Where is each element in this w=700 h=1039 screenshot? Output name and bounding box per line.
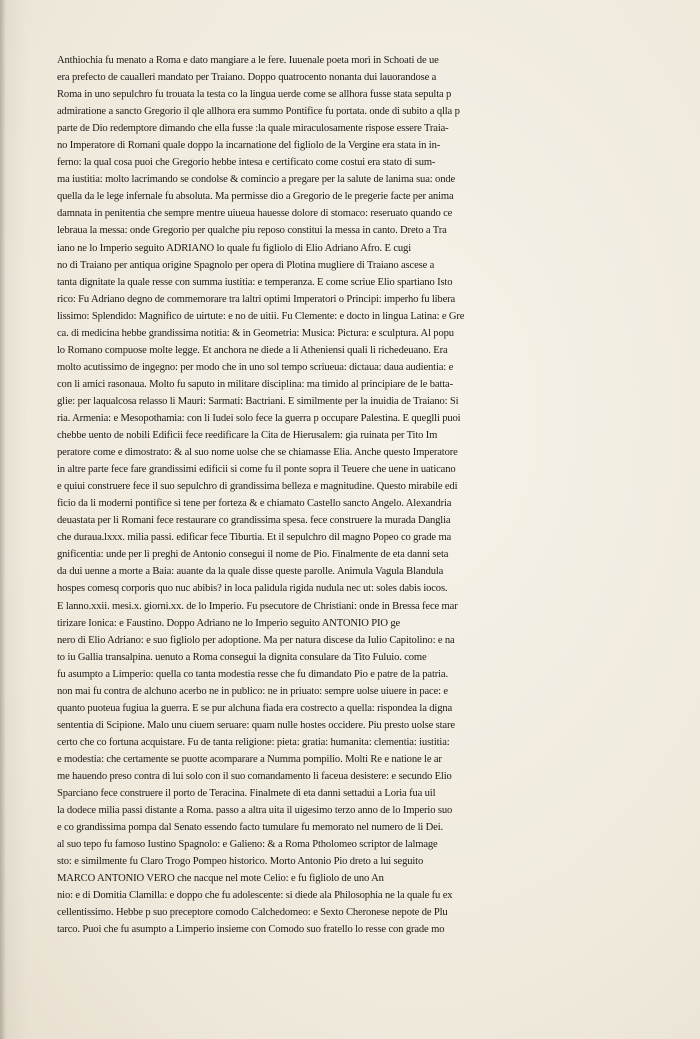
text-line: peratore come e dimostrato: & al suo nome uolse che se chiamasse Elia. Anche questo Imperatore — [57, 447, 458, 459]
text-line: Anthiochia fu menato a Roma e dato mangiare a le fere. Iuuenale poeta morì in Schoati de ue — [57, 55, 439, 66]
text-line: quanto puoteua fugiua la guerra. E se pur alchuna fiada era costrecto a quella: rispondea la digna — [57, 702, 453, 714]
text-line: certo che co fortuna acquistare. Fu de tanta religione: pieta: gratia: humanita: clementia: iustitia: — [57, 736, 450, 748]
text-line: la dodece milia passi distante a Roma. passo a altra uita il uigesimo terzo anno de lo Imperio suo — [57, 805, 453, 817]
text-line: era prefecto de caualleri mandato per Traiano. Doppo quatrocento nonanta dui lauorandose a — [57, 72, 437, 84]
text-line: ma iustitia: molto lacrimando se condolse & comincio a pregare per la salute de lanima sua: onde — [57, 174, 456, 186]
text-line: gnificentia: unde per li preghi de Antonio consegui il nome de Pio. Finalmente de eta danni seta — [57, 549, 449, 561]
text-line: Roma in uno sepulchro fu trouata la testa co la lingua uerde come se allhora fusse stata sepulta p — [57, 89, 452, 101]
page-gutter-shadow — [0, 0, 6, 1039]
text-line: e co grandissima pompa dal Senato essendo facto tumulare fu memorato nel numero de li Dei. — [57, 822, 444, 834]
text-line: da dui uenne a morte a Baia: auante da la quale disse queste parolle. Animula Vagula Blandula — [57, 566, 444, 578]
text-line: rico: Fu Adriano degno de commemorare tra laltri optimi Imperatori o Principi: imperho fu libera — [57, 293, 456, 305]
text-line: nero di Elio Adriano: e suo figliolo per adoptione. Ma per natura discese da Iulio Capitolino: e na — [57, 634, 455, 646]
text-line: chebbe uento de nobili Edificii fece reedificare la Cita de Hierusalem: gia ruinata per Tito Im — [57, 430, 438, 442]
page-text-block — [57, 52, 525, 938]
text-line: no di Traiano per antiqua origine Spagnolo per opera di Plotina mugliere di Traiano ascese a — [57, 259, 435, 271]
text-line: lo Romano compuose molte legge. Et anchora ne diede a li Atheniensi quali li richedeuano. Era — [57, 344, 448, 356]
text-line: deuastata per li Romani fece restaurare co grandissima spesa. fece construere la murada Danglia — [57, 515, 451, 527]
text-line: sententia di Scipione. Malo unu ciuem seruare: quam nulle hostes occidere. Piu presto uolse stare — [57, 719, 455, 731]
text-line: non mai fu contra de alchuno acerbo ne in publico: ne in priuato: sempre uolse uiuere in pace: e — [57, 685, 448, 697]
text-line: e quiui construere fece il suo sepulchro di grandissima belleza e magnitudine. Questo mirabile edi — [57, 481, 458, 493]
text-line: che duraua.lxxx. milia passi. edificar fece Tiburtia. Et il sepulchro dil magno Popeo co grade ma — [57, 532, 452, 544]
text-line: Sparciano fece construere il porto de Teracina. Finalmete di eta danni settadui a Loria fua uil — [57, 788, 436, 800]
text-line: tanta dignitate la quale resse con summa iustitia: e temperanza. E come scriue Elio spartiano Isto — [57, 276, 453, 288]
text-line: tarco. Puoi che fu asumpto a Limperio insieme con Comodo suo fratello lo resse con grade mo — [57, 924, 445, 936]
text-line: me hauendo preso contra di lui solo con il suo comandamento li faceua desistere: e secundo Elio — [57, 770, 452, 782]
text-line: hospes comesq corporis quo nuc abibis? in loca palidula rigida nudula nec ut: soles dabis iocos. — [57, 583, 448, 595]
text-line: cellentissimo. Hebbe p suo preceptore comodo Calchedomeo: e Sexto Cheronese nepote de Plu — [57, 907, 448, 919]
text-line: admiratione a sancto Gregorio il qle allhora era summo Pontifice fu portata. onde di subito a qlla p — [57, 106, 460, 118]
text-line: molto acutissimo de ingegno: per modo che in uno sol tempo scriueua: dictaua: daua audientia: e — [57, 361, 454, 373]
text-line: nio: e di Domitia Clamilla: e doppo che fu adolescente: si diede ala Philosophia ne la quale fu ex — [57, 890, 453, 902]
text-line: fu asumpto a Limperio: quella co tanta modestia resse che fu dimandato Pio e patre de la patria. — [57, 668, 448, 680]
text-line: ria. Armenia: e Mesopothamia: con li Iudei solo fece la guerra p occupare Palestina. E queglli puoi — [57, 412, 461, 424]
text-line: ferno: la qual cosa puoi che Gregorio hebbe intesa e certificato come costui era stato di sum- — [57, 157, 436, 169]
text-line: in altre parte fece fare grandissimi edificii si come fu il ponte sopra il Teuere che uene in uaticano — [57, 464, 456, 476]
text-line: iano ne lo Imperio seguito ADRIANO lo quale fu figliolo di Elio Adriano Afro. E cugi — [57, 242, 412, 254]
text-line: lissimo: Splendido: Magnifico de uirtute: e no de uitii. Fu Clemente: e docto in lingua Latina: e Gre — [57, 310, 465, 322]
text-line: e modestia: che certamente se puotte acomparare a Numma pompilio. Molti Re e natione le ar — [57, 753, 442, 765]
text-line: to iu Gallia transalpina. uenuto a Roma consegui la dignita consulare da Tito Fuluio. come — [57, 651, 427, 663]
text-line: ca. di medicina hebbe grandissima notitia: & in Geometria: Musica: Pictura: e sculptura. Al popu — [57, 327, 454, 339]
text-line: parte de Dio redemptore dimando che ella fusse :la quale miraculosamente rispose essere Traia- — [57, 123, 449, 135]
text-line: con li amici rasonaua. Molto fu saputo in militare disciplina: ma timido al principiare de le batta- — [57, 378, 453, 390]
text-line: damnata in penitentia che sempre mentre uiueua hauesse dolore di stomaco: reseruato quando ce — [57, 208, 453, 220]
text-line: E lanno.xxii. mesi.x. giorni.xx. de lo Imperio. Fu psecutore de Christiani: onde in Bressa fece mar — [57, 600, 458, 612]
text-line: no Imperatore di Romani quale doppo la incarnatione del figliolo de la Vergine era stata in in- — [57, 140, 441, 152]
text-line: MARCO ANTONIO VERO che nacque nel mote Celio: e fu figliolo de uno An — [57, 873, 384, 885]
text-line: al suo tepo fu famoso Iustino Spagnolo: e Galieno: & a Roma Ptholomeo scriptor de lalmage — [57, 839, 438, 851]
text-line: sto: e similmente fu Claro Trogo Pompeo historico. Morto Antonio Pio dreto a lui seguito — [57, 856, 424, 868]
text-line: ficio da li moderni pontifice si tene per forteza & e chiamato Castello sancto Angelo. Alexandria — [57, 498, 452, 510]
text-line: tirizare Ionica: e Faustino. Doppo Adriano ne lo Imperio seguito ANTONIO PIO ge — [57, 617, 401, 629]
text-line: lebraua la messa: onde Gregorio per qualche piu reposo constitui la messa in canto. Dreto a Tra — [57, 225, 447, 237]
text-line: glie: per laqualcosa relasso li Mauri: Sarmati: Bactriani. E similmente per la inuidia de Traiano: Si — [57, 395, 459, 407]
text-line: quella da le lege infernale fu absoluta. Ma permisse dio a Gregorio de le pregerie facte per anima — [57, 191, 454, 203]
